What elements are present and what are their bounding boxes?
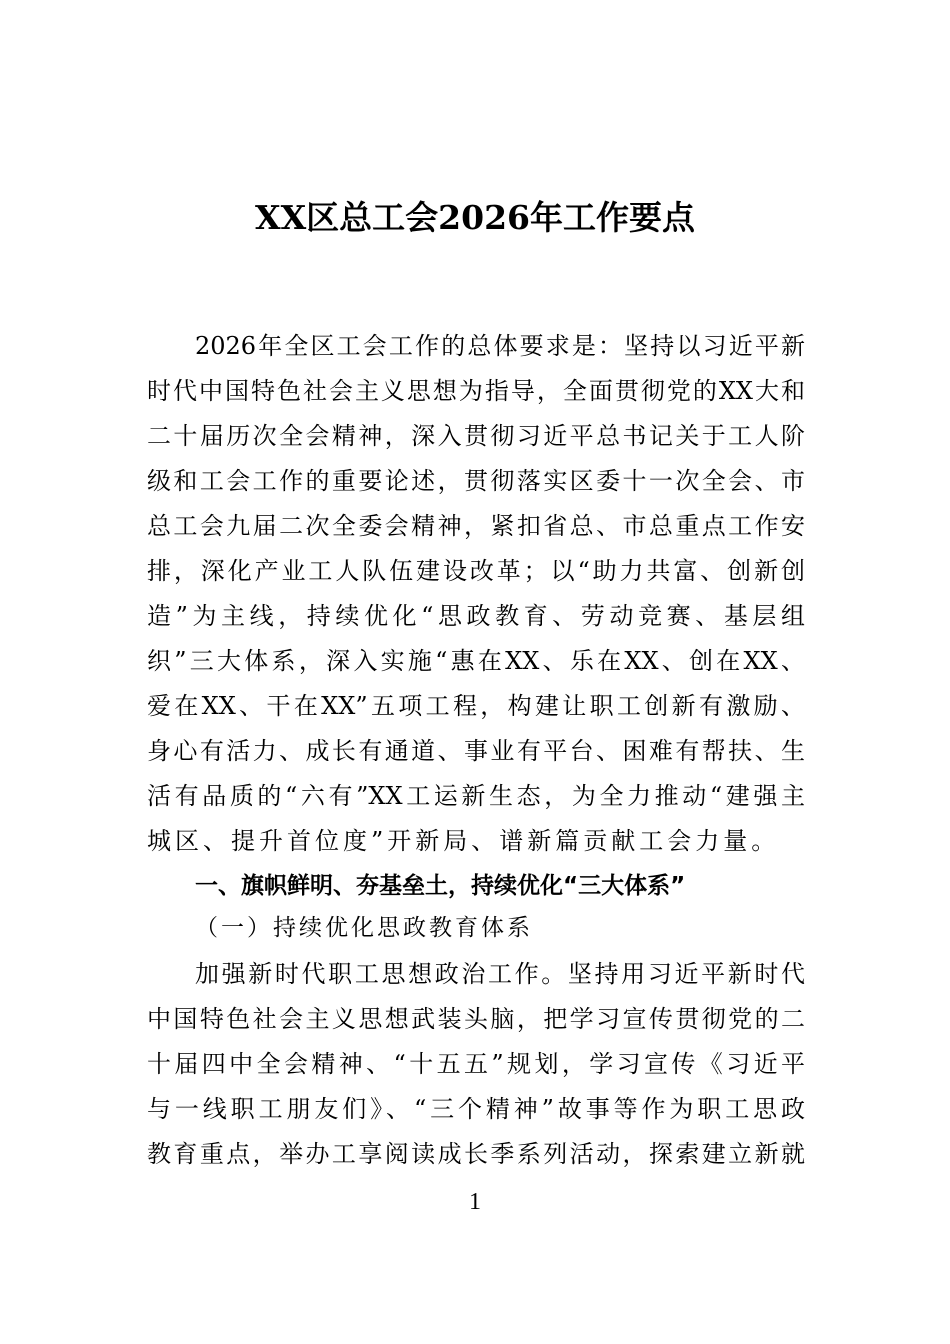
paragraph-line: 造”为主线，持续优化“思政教育、劳动竞赛、基层组 [147,602,805,630]
paragraph-line: 级和工会工作的重要论述，贯彻落实区委十一次全会、市 [147,467,805,495]
section-heading-1: 一、旗帜鲜明、夯基垒土，持续优化“三大体系” [195,873,686,899]
paragraph-line: 身心有活力、成长有通道、事业有平台、困难有帮扶、生 [147,737,805,765]
paragraph-line: 排，深化产业工人队伍建设改革；以“助力共富、创新创 [147,557,805,585]
paragraph-line: 城区、提升首位度”开新局、谱新篇贡献工会力量。 [147,827,780,855]
paragraph-line: 中国特色社会主义思想武装头脑，把学习宣传贯彻党的二 [147,1005,805,1033]
paragraph-line: 时代中国特色社会主义思想为指导，全面贯彻党的XX大和 [147,377,805,405]
paragraph-line: 织”三大体系，深入实施“惠在XX、乐在XX、创在XX、 [147,647,805,675]
paragraph-line: 十届四中全会精神、“十五五”规划，学习宣传《习近平 [147,1050,805,1078]
paragraph-line: 与一线职工朋友们》、“三个精神”故事等作为职工思政 [147,1095,805,1123]
paragraph-line: 2026年全区工会工作的总体要求是：坚持以习近平新 [195,332,805,360]
paragraph-line: 加强新时代职工思想政治工作。坚持用习近平新时代 [195,960,805,988]
section-heading-2: （一）持续优化思政教育体系 [195,915,533,941]
paragraph-line: 二十届历次全会精神，深入贯彻习近平总书记关于工人阶 [147,422,805,450]
page-number: 1 [469,1189,481,1215]
paragraph-line: 总工会九届二次全委会精神，紧扣省总、市总重点工作安 [147,512,805,540]
paragraph-line: 活有品质的“六有”XX工运新生态，为全力推动“建强主 [147,782,805,810]
document-title: XX区总工会2026年工作要点 [254,198,696,237]
paragraph-line: 教育重点，举办工享阅读成长季系列活动，探索建立新就 [147,1140,805,1168]
paragraph-line: 爱在XX、干在XX”五项工程，构建让职工创新有激励、 [147,692,805,720]
